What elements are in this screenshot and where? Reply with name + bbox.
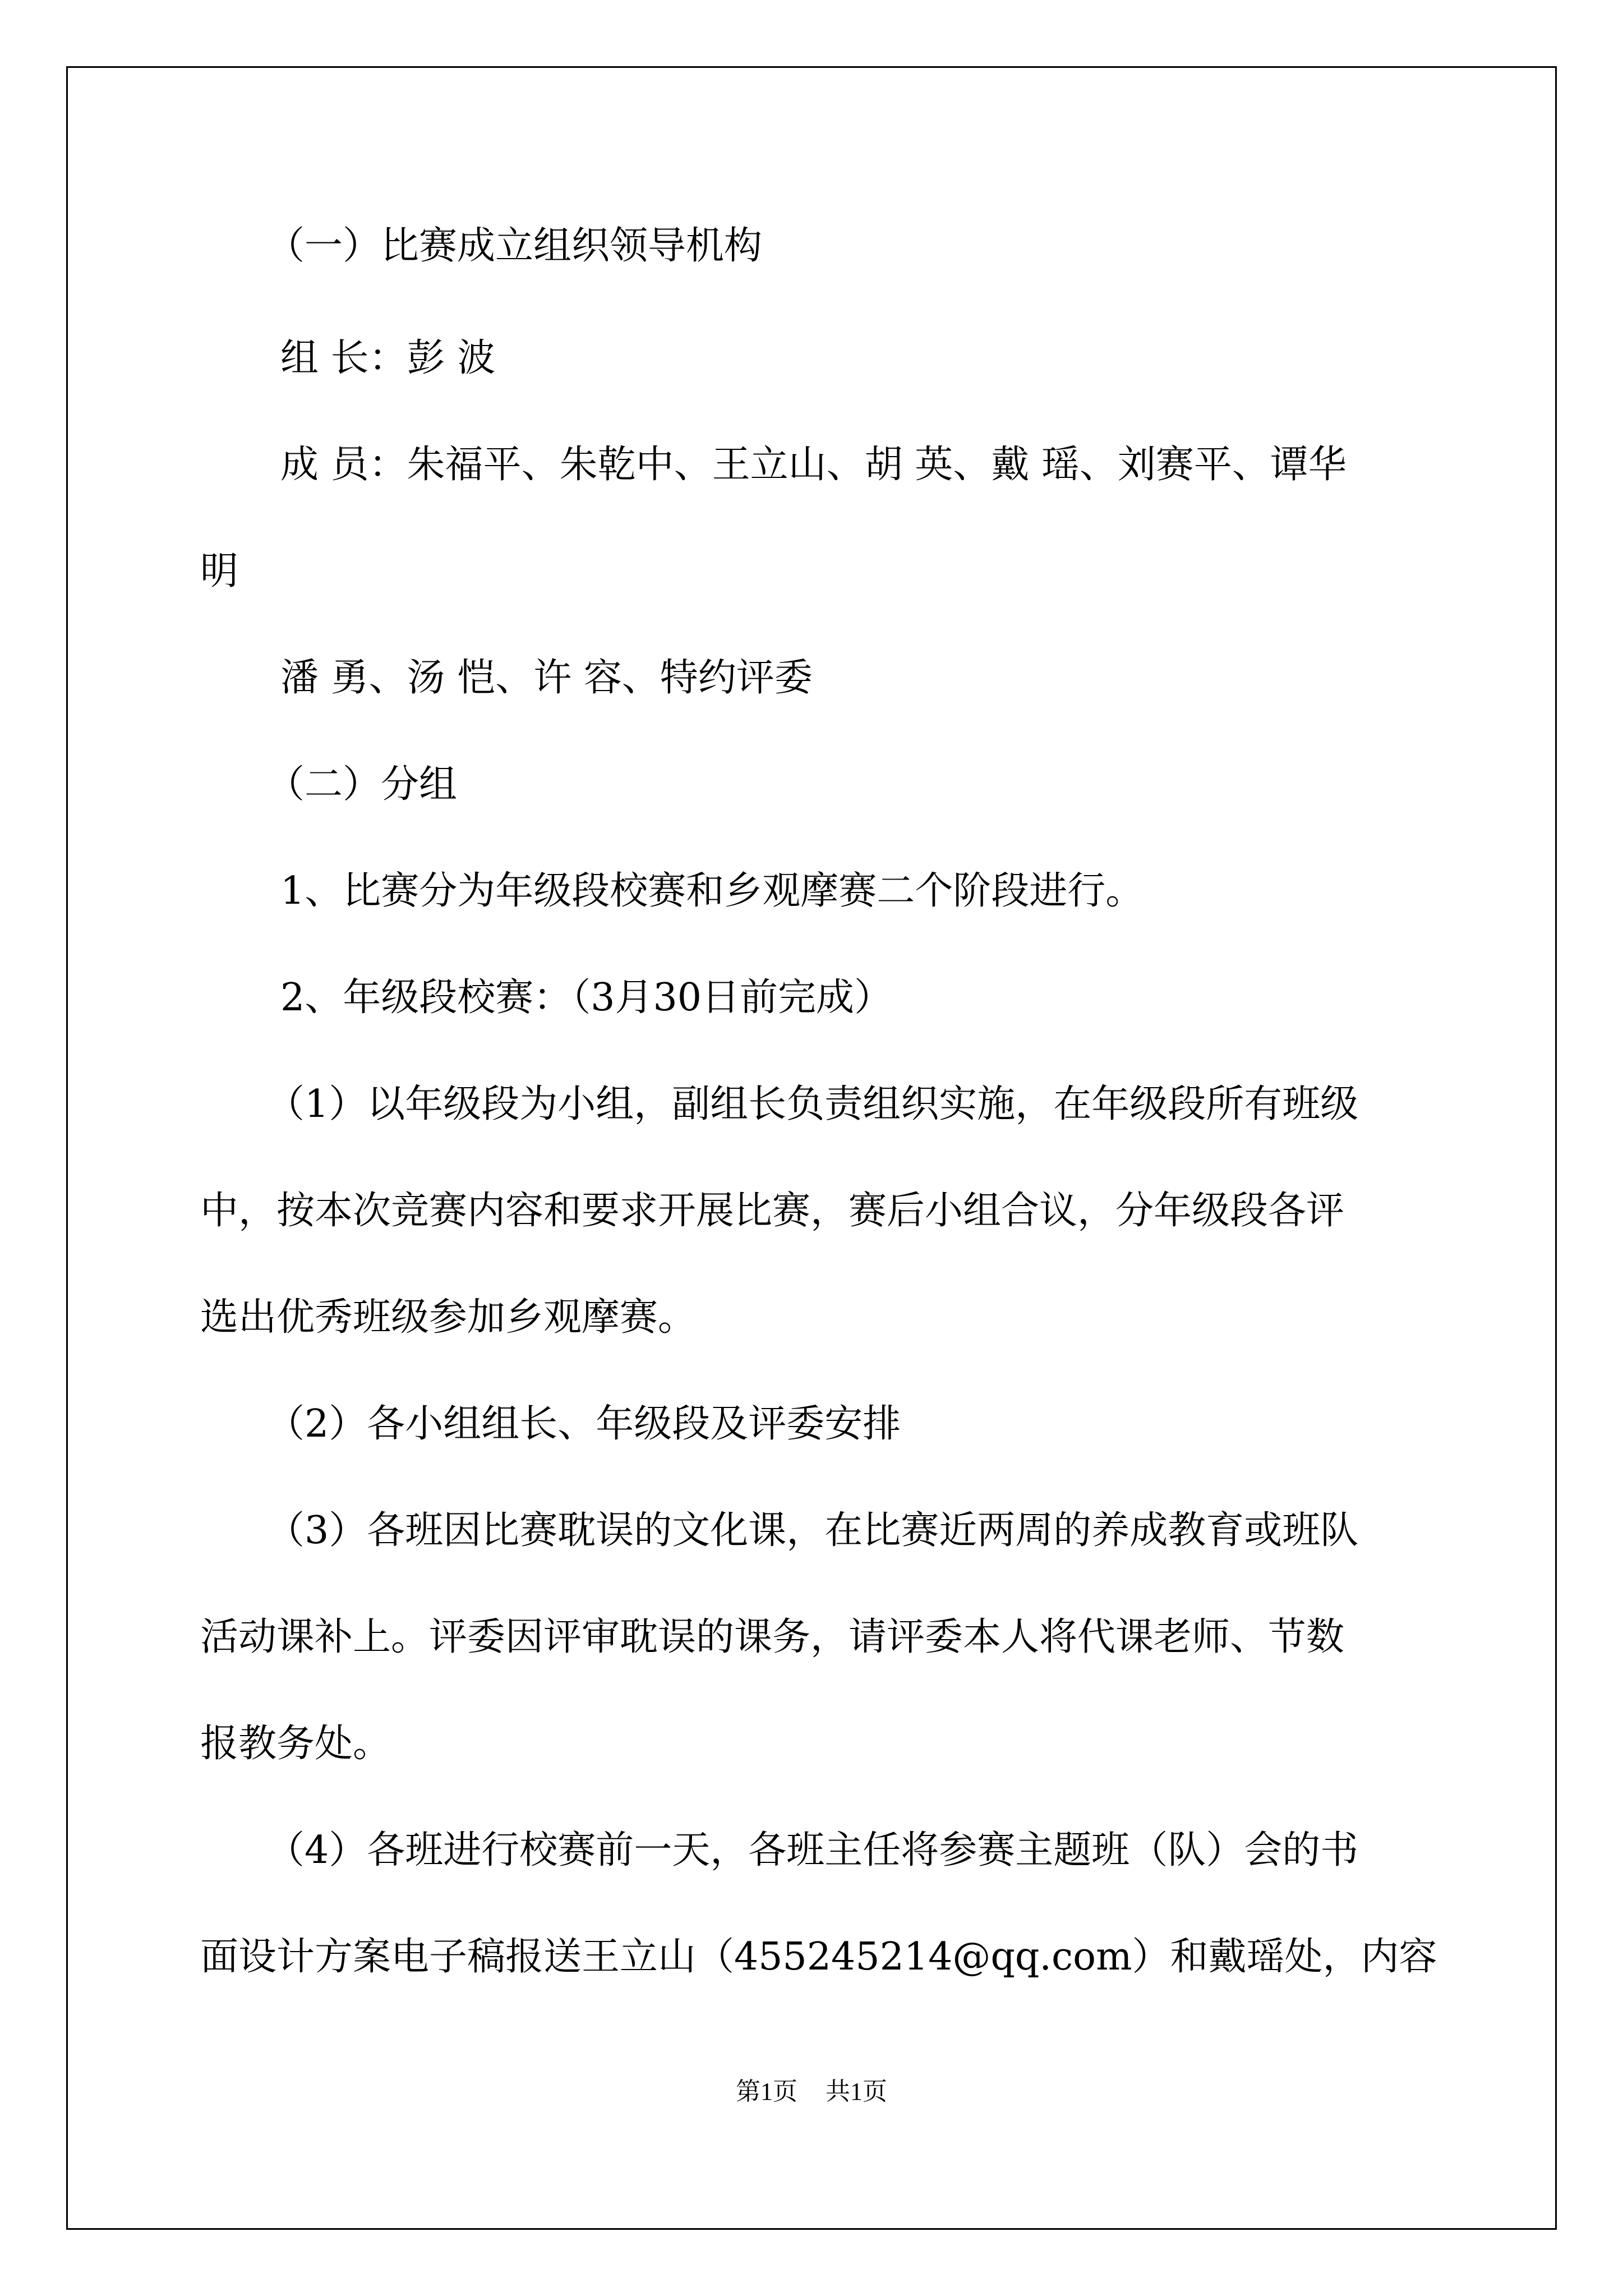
page-footer (0, 2079, 1623, 2104)
paragraph-item-3-line-3: 报教务处。 (200, 1722, 391, 1766)
section-heading-grouping: （二）分组 (266, 762, 458, 807)
paragraph-school-contest: 2、年级段校赛：（3月30日前完成） (280, 976, 893, 1020)
group-leader-line: 组 长：彭 波 (280, 336, 496, 380)
paragraph-item-1-line-2: 中，按本次竞赛内容和要求开展比赛，赛后小组合议，分年级段各评 (200, 1189, 1345, 1233)
page-number-label: 第1页 (736, 2078, 797, 2105)
section-heading-leadership: （一）比赛成立组织领导机构 (266, 224, 763, 268)
paragraph-item-1-line-1: （1）以年级段为小组，副组长负责组织实施，在年级段所有班级 (266, 1082, 1359, 1126)
members-line-continued: 明 (200, 549, 239, 593)
paragraph-stage-intro: 1、比赛分为年级段校赛和乡观摩赛二个阶段进行。 (280, 869, 1144, 913)
paragraph-item-3-line-1: （3）各班因比赛耽误的文化课，在比赛近两周的养成教育或班队 (266, 1508, 1359, 1553)
paragraph-item-4-line-2: 面设计方案电子稿报送王立山（455245214@qq.com）和戴瑶处，内容 (200, 1935, 1437, 1979)
paragraph-item-4-line-1: （4）各班进行校赛前一天，各班主任将参赛主题班（队）会的书 (266, 1828, 1359, 1872)
members-line: 成 员：朱福平、朱乾中、王立山、胡 英、戴 瑶、刘赛平、谭华 (280, 443, 1347, 487)
page-border (66, 66, 1557, 2230)
paragraph-item-2: （2）各小组组长、年级段及评委安排 (266, 1402, 901, 1446)
page-total-label: 共1页 (826, 2078, 887, 2105)
members-line-2: 潘 勇、汤 恺、许 容、特约评委 (280, 656, 813, 700)
paragraph-item-1-line-3: 选出优秀班级参加乡观摩赛。 (200, 1295, 697, 1340)
paragraph-item-3-line-2: 活动课补上。评委因评审耽误的课务，请评委本人将代课老师、节数 (200, 1615, 1345, 1659)
